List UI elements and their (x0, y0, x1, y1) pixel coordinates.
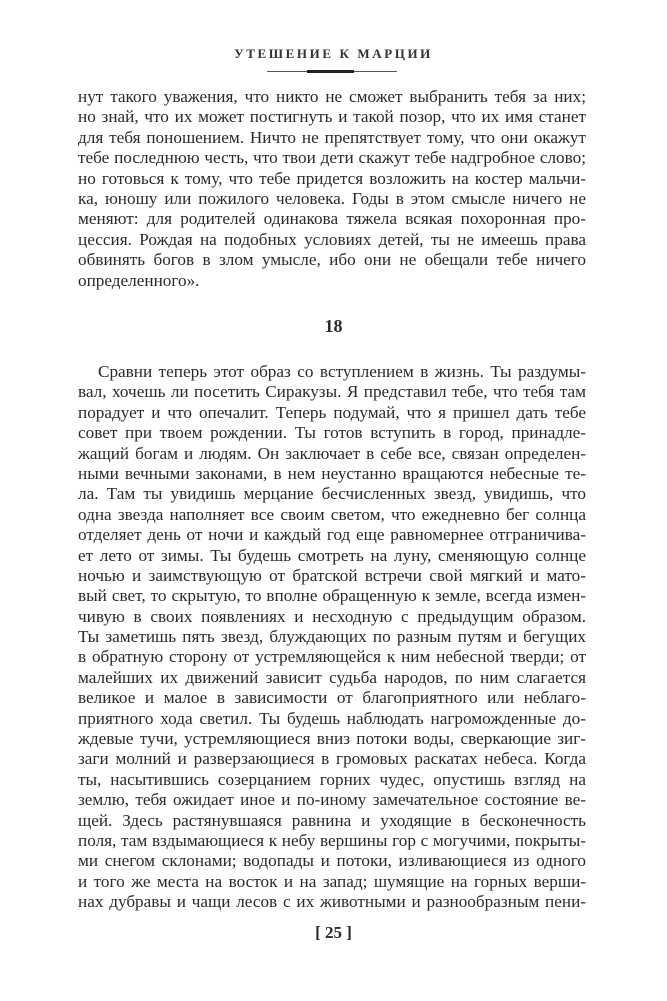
text-line: одна звезда наполняет все своим светом, что ежедневно бег солнца (78, 504, 586, 524)
section-number: 18 (324, 316, 343, 336)
text-line: приятного хода светил. Ты будешь наблюдать нагроможденные до- (78, 708, 586, 728)
text-line: ми снегом склонами; водопады и потоки, изливающиеся из одного (78, 851, 586, 871)
text-line: порадует и что опечалит. Теперь подумай, что я пришел дать тебе (78, 402, 586, 422)
text-line: отделяет день от ночи и каждый год еще равномернее отграничива- (78, 525, 586, 545)
paragraph-section-18 (78, 362, 586, 913)
header-ornament-rule (267, 71, 397, 72)
text-line: тебе последнюю честь, что твои дети скажут тебе надгробное слово; (78, 148, 586, 168)
text-line: ка, юношу или пожилого человека. Годы в этом смысле ничего не (78, 188, 586, 208)
paragraph-continuation (78, 87, 586, 291)
page-number: [ 25 ] (315, 923, 352, 942)
text-line: и того же места на восток и на запад; шумящие на горных верши- (78, 871, 586, 891)
text-line: совет при твоем рождении. Ты готов вступить в город, принадле- (78, 423, 586, 443)
text-line: меняют: для родителей одинакова тяжела всякая похоронная про- (78, 209, 586, 229)
text-line: нут такого уважения, что никто не сможет выбранить тебя за них; (78, 87, 586, 106)
text-line: цессия. Рождая на подобных условиях детей, ты не имеешь права (78, 229, 586, 249)
text-line: вал, хочешь ли посетить Сиракузы. Я представил тебе, что тебя там (78, 382, 586, 402)
text-line: но готовься к тому, что тебе придется возложить на костер мальчи- (78, 168, 586, 188)
text-line: ла. Там ты увидишь мерцание бесчисленных звезд, увидишь, что (78, 484, 586, 504)
text-line: заги молний и разверзающиеся в громовых раскатах небеса. Когда (78, 749, 586, 769)
text-line: поля, там вздымающиеся к небу вершины гор с могучими, покрыты- (78, 830, 586, 850)
text-line: ными вечными законами, в нем неустанно вращаются небесные те- (78, 463, 586, 483)
text-line: ждевые тучи, устремляющиеся вниз потоки воды, сверкающие зиг- (78, 729, 586, 749)
text-line: ты, насытившись созерцанием горних чудес, опустишь взгляд на (78, 769, 586, 789)
text-line: чивую в своих появлениях и несходную с предыдущим образом. (78, 606, 586, 626)
text-line: определенного». (78, 270, 200, 290)
text-line: для тебя поношением. Ничто не препятствует тому, что они окажут (78, 127, 586, 147)
text-line: ночью и заимствующую от братской встречи свой мягкий и мато- (78, 565, 586, 585)
text-line: великое и малое в зависимости от благоприятного или неблаго- (78, 688, 586, 708)
text-line: вый свет, то скрытую, то вполне обращенную к земле, всегда измен- (78, 586, 586, 606)
text-line: ет лето от зимы. Ты будешь смотреть на луну, сменяющую солнце (78, 545, 586, 565)
text-line: нах дубравы и чащи лесов с их животными и разнообразным пени- (78, 892, 586, 912)
running-header: УТЕШЕНИЕ К МАРЦИИ (234, 46, 433, 61)
text-line: щей. Здесь растянувшаяся равнина и уходящие в бесконечность (78, 810, 586, 830)
text-line: жащий богам и людям. Он заключает в себе все, связан определен- (78, 443, 586, 463)
text-line: Ты заметишь пять звезд, блуждающих по разным путям и бегущих (78, 627, 586, 647)
text-line: землю, тебя ожидает иное и по-иному замечательное состояние ве- (78, 790, 586, 810)
text-line: малейших их движений зависит судьба народов, по ним слагается (78, 667, 586, 687)
text-line: в обратную сторону от устремляющейся к ним небесной тверди; от (78, 647, 586, 667)
text-line: Сравни теперь этот образ со вступлением в жизнь. Ты раздумы- (98, 362, 586, 381)
text-line: обвинять богов в злом умысле, ибо они не обещали тебе ничего (78, 250, 586, 270)
text-line: но знай, что их может постигнуть и такой позор, что их имя станет (78, 107, 586, 127)
